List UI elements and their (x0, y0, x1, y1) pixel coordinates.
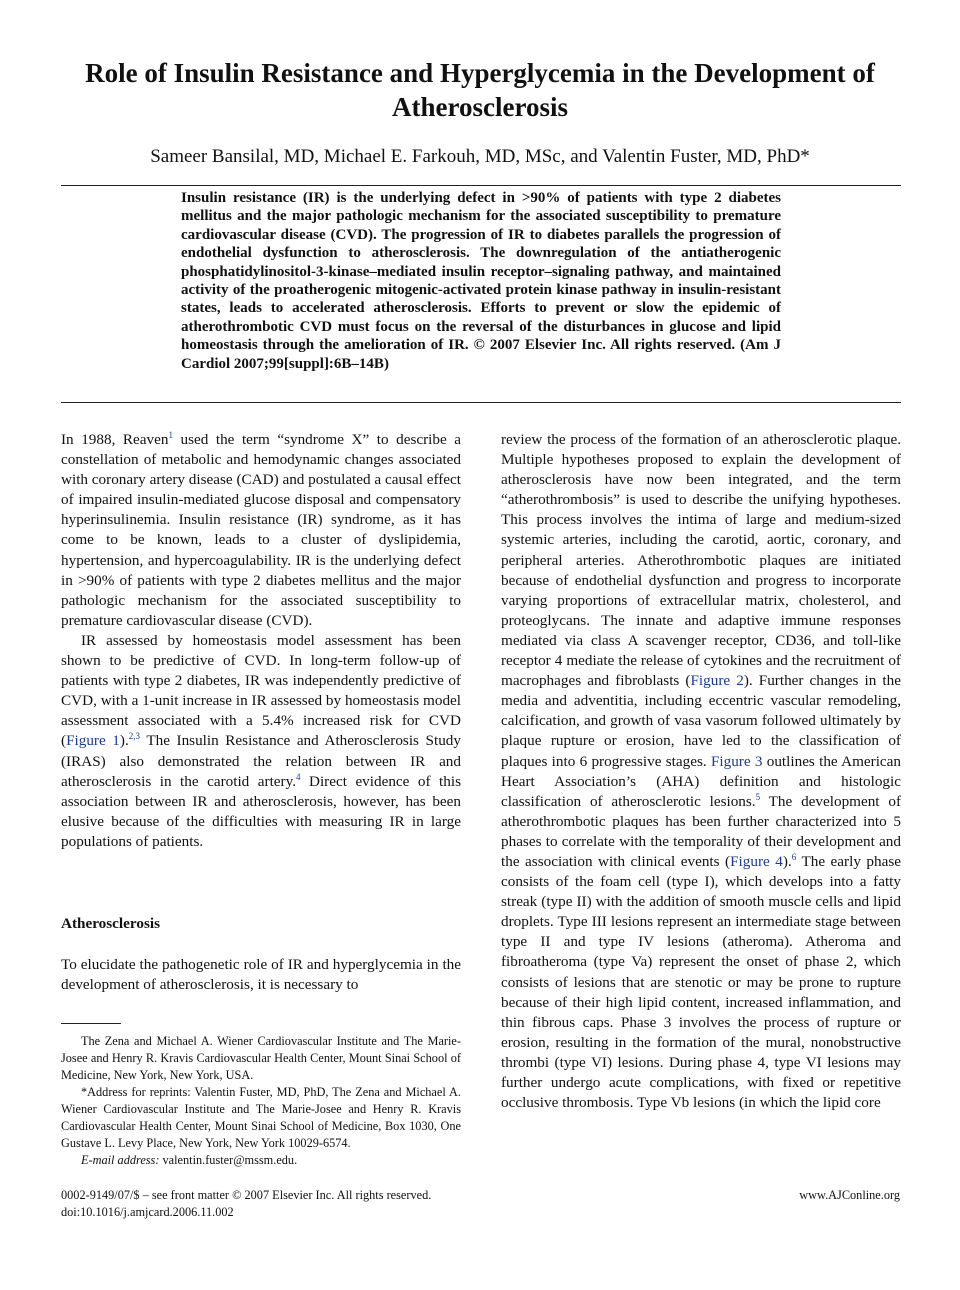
figure-1-link[interactable]: Figure 1 (66, 732, 120, 750)
intro-paragraph-2: IR assessed by homeostasis model assessment has been shown to be predictive of CVD. In long-term follow-up of patients with type 2 diabetes, IR was independently predictive of CVD, with a 1-unit increase in IR assessed by homeostasis model assessment associated with a 5.4% increased risk for CVD (Figure 1).$^{2,3}$ The Insulin Resistance and Atherosclerosis Study (IRAS) also demonstrated the relation between IR and atherosclerosis in the carotid artery.$^4$ Direct evidence of this association between IR and atherosclerosis, however, has been elusive because of the difficulties with measuring IR in large populations of patients. (61, 631, 461, 850)
footnotes (61, 1033, 461, 1169)
journal-website[interactable]: www.AJConline.org (799, 1188, 900, 1202)
reference-6[interactable]: 6 (791, 851, 797, 862)
email-label: E-mail address: (81, 1153, 160, 1167)
doi-line[interactable]: doi:10.1016/j.amjcard.2006.11.002 (61, 1205, 234, 1219)
email-address[interactable]: valentin.fuster@mssm.edu. (162, 1153, 298, 1167)
author-list: Sameer Bansilal, MD, Michael E. Farkouh, MD, MSc, and Valentin Fuster, MD, PhD* (150, 146, 810, 167)
intro-paragraph-1: In 1988, Reaven$^1$ used the term “syndrome X” to describe a constellation of metabolic and hemodynamic changes associated with coronary artery disease (CAD) and postulated a causal effect of impaired insulin-mediated glucose disposal and compensatory hyperinsulinemia. Insulin resistance (IR) syndrome, as it has come to be known, leads to a cluster of dyslipidemia, hypertension, and hypercoagulability. IR is the underlying defect in >90% of patients with type 2 diabetes mellitus and the major pathologic mechanism for the associated susceptibility to premature cardiovascular disease (CVD). (61, 429, 461, 629)
issn-line: 0002-9149/07/$ – see front matter © 2007 Elsevier Inc. All rights reserved. (61, 1188, 432, 1202)
footer-left (61, 1187, 431, 1221)
affiliation-footnote: The Zena and Michael A. Wiener Cardiovascular Institute and The Marie-Josee and Henry R. Kravis Cardiovascular Health Center, Mount Sinai School of Medicine, New York, New York, USA. (61, 1034, 461, 1082)
abstract-top-rule (61, 185, 901, 186)
reprints-footnote: *Address for reprints: Valentin Fuster, MD, PhD, The Zena and Michael A. Wiener Cardiovascular Institute and The Marie-Josee and Henry R. Kravis Cardiovascular Health Center, Mount Sinai School of Medicine, Box 1030, One Gustave L. Levy Place, New York, New York 10029-6574. (61, 1085, 461, 1150)
reference-4[interactable]: 4 (296, 771, 301, 782)
reference-5[interactable]: 5 (755, 791, 761, 802)
abstract-bottom-rule (61, 402, 901, 403)
abstract: Insulin resistance (IR) is the underlying defect in >90% of patients with type 2 diabetes mellitus and the major pathologic mechanism for the associated susceptibility to premature cardiovascular disease (CVD). The progression of IR to diabetes parallels the progression of endothelial dysfunction to atherosclerosis. The downregulation of the antiatherogenic phosphatidylinositol-3-kinase–mediated insulin receptor–signaling pathway, and maintained activity of the proatherogenic mitogenic-activated protein kinase pathway in insulin-resistant states, leads to accelerated atherosclerosis. Efforts to prevent or slow the epidemic of atherothrombotic CVD must focus on the reversal of the disturbances in glucose and lipid homeostasis through the amelioration of IR. © 2007 Elsevier Inc. All rights reserved. (Am J Cardiol 2007;99[suppl]:6B–14B) (181, 190, 781, 372)
figure-2-link[interactable]: Figure 2 (690, 672, 744, 690)
article-title: Role of Insulin Resistance and Hyperglycemia in the Development of Atherosclerosis (85, 58, 875, 122)
figure-3-link[interactable]: Figure 3 (710, 752, 763, 770)
footnote-rule (61, 1023, 121, 1024)
left-column (61, 430, 461, 852)
right-column-paragraph: review the process of the formation of an atherosclerotic plaque. Multiple hypotheses proposed to explain the development of atherosclerosis have now been integrated, and the term “atherothrombosis” is used to describe the unifying hypotheses. This process involves the intima of large and medium-sized systemic arteries, including the carotid, aortic, coronary, and peripheral arteries. Atherothrombotic plaques are initiated because of endothelial dysfunction and progress to incorporate varying proportions of extracellular matrix, cholesterol, and proteoglycans. The innate and adaptive immune responses mediated via class A scavenger receptor, CD36, and toll-like receptor 4 mediate the release of cytokines and the recruitment of macrophages and fibroblasts (Figure 2). Further changes in the media and adventitia, including eccentric vascular remodeling, calcification, and growth of vasa vasorum followed ultimately by plaque rupture or erosion, have led to the classification of plaques into 6 progressive stages. Figure 3 outlines the American Heart Association’s (AHA) definition and histologic classification of atherosclerotic lesions.$^5$ The development of atherothrombotic plaques has been further characterized into 5 phases to correlate with the temporality of their development and the association with clinical events (Figure 4).$^6$ The early phase consists of the foam cell (type I), which develops into a fatty streak (type II) with the addition of smooth muscle cells and lipid droplets. Type III lesions represent an intermediate stage between type II and type IV lesions (atheroma). Atheroma and fibroatheroma (type Va) represent the onset of phase 2, which consists of lesions that are stenotic or may be prone to rupture because of their high lipid content, increased inflammation, and thin fibrous caps. Phase 3 involves the process of rupture or erosion, resulting in the formation of the mural, nonobstructive thrombi (type VI) lesions. During phase 4, type VI lesions may further undergo acute complications, with fixed or repetitive occlusive thrombosis. Type Vb lesions (in which the lipid core (501, 431, 901, 1112)
reference-1[interactable]: 1 (168, 429, 173, 440)
section-heading-atherosclerosis: Atherosclerosis (61, 915, 160, 932)
atherosclerosis-paragraph: To elucidate the pathogenetic role of IR and hyperglycemia in the development of atherosclerosis, it is necessary to (61, 956, 461, 994)
right-column (501, 430, 901, 1172)
email-footnote (61, 1152, 461, 1169)
reference-2-3[interactable]: 2,3 (128, 731, 141, 742)
figure-4-link[interactable]: Figure 4 (730, 852, 783, 870)
